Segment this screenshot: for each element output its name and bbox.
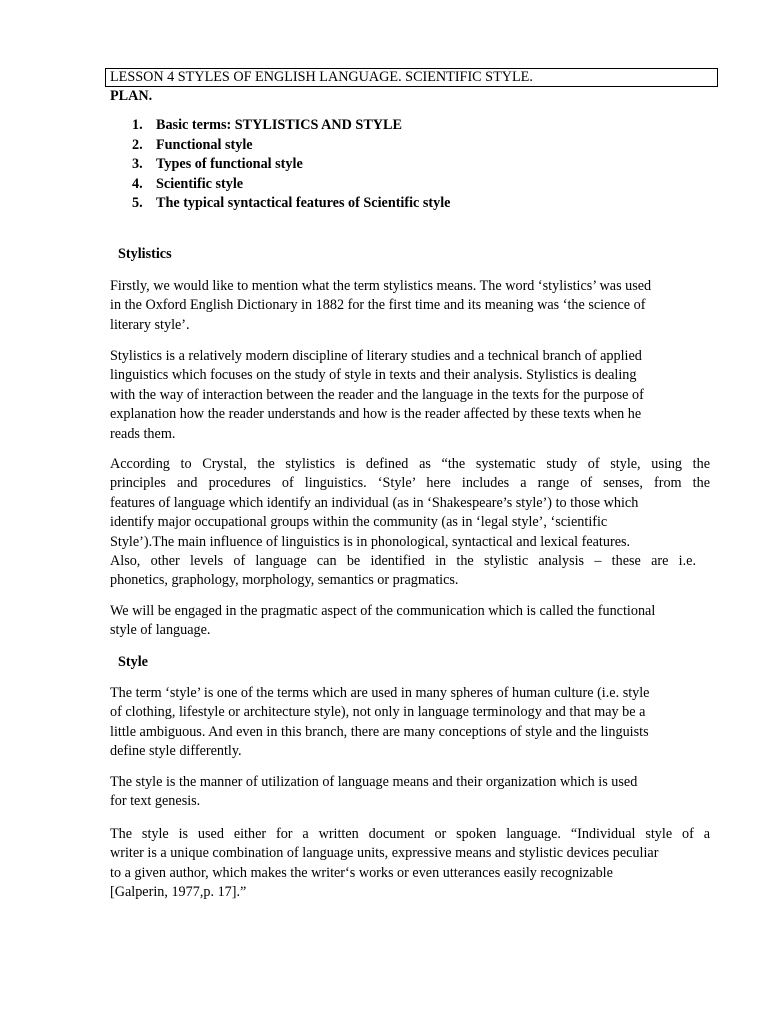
paragraph — [110, 455, 710, 591]
paragraph — [110, 773, 710, 812]
text-line: define style differently. — [110, 743, 242, 760]
text-line: phonetics, graphology, morphology, semantics or pragmatics. — [110, 572, 459, 589]
paragraph — [110, 347, 710, 444]
plan-list — [110, 116, 450, 214]
plan-item-text: Scientific style — [156, 175, 244, 192]
text-line: explanation how the reader understands and how is the reader affected by these texts when he — [110, 406, 642, 423]
text-line: The style is the manner of utilization of language means and their organization which is used — [110, 774, 638, 790]
lesson-title: LESSON 4 STYLES OF ENGLISH LANGUAGE. SCIENTIFIC STYLE. — [105, 68, 718, 87]
paragraph — [110, 684, 710, 762]
text-line: [Galperin, 1977,p. 17].” — [110, 884, 247, 901]
plan-label: PLAN. — [110, 88, 153, 104]
plan-item-number: 5. — [132, 195, 143, 211]
text-line: literary style’. — [110, 316, 190, 333]
section-heading-style: Style — [118, 654, 148, 670]
paragraph — [110, 602, 710, 641]
text-line: Firstly, we would like to mention what the term stylistics means. The word ‘stylistics’ was used — [110, 278, 652, 294]
plan-item-number: 4. — [132, 175, 143, 192]
plan-item — [110, 175, 450, 195]
plan-item — [110, 155, 450, 175]
text-line: According to Crystal, the stylistics is defined as “the systematic study of style, using the — [110, 456, 710, 472]
text-line: We will be engaged in the pragmatic aspect of the communication which is called the functional — [110, 603, 656, 619]
plan-item-text: Functional style — [156, 136, 253, 153]
text-line: linguistics which focuses on the study of style in texts and their analysis. Stylistics is dealing — [110, 367, 637, 384]
text-line: reads them. — [110, 425, 176, 442]
plan-item-text: Types of functional style — [156, 156, 303, 172]
paragraph — [110, 277, 710, 335]
plan-item-text: Basic terms: STYLISTICS AND STYLE — [156, 117, 402, 133]
plan-item — [110, 116, 450, 136]
text-line: principles and procedures of linguistics. ‘Style’ here includes a range of senses, from the — [110, 475, 710, 492]
paragraph — [110, 825, 710, 903]
text-line: The term ‘style’ is one of the terms which are used in many spheres of human culture (i.e. style — [110, 685, 650, 701]
plan-item-number: 3. — [132, 156, 143, 172]
plan-item — [110, 194, 450, 214]
text-line: Style’).The main influence of linguistics is in phonological, syntactical and lexical features. — [110, 533, 631, 550]
text-line: for text genesis. — [110, 793, 201, 810]
text-line: little ambiguous. And even in this branch, there are many conceptions of style and the linguists — [110, 723, 649, 740]
text-line: of clothing, lifestyle or architecture style), not only in language terminology and that may be a — [110, 704, 646, 721]
section-heading-stylistics: Stylistics — [118, 246, 172, 262]
plan-item — [110, 136, 450, 156]
text-line: in the Oxford English Dictionary in 1882 for the first time and its meaning was ‘the science of — [110, 297, 646, 314]
plan-item-text: The typical syntactical features of Scientific style — [156, 195, 451, 211]
text-line: Stylistics is a relatively modern discipline of literary studies and a technical branch of applied — [110, 348, 642, 364]
text-line: features of language which identify an individual (as in ‘Shakespeare’s style’) to those which — [110, 494, 639, 511]
plan-item-number: 1. — [132, 117, 143, 133]
text-line: style of language. — [110, 622, 211, 639]
text-line: Also, other levels of language can be identified in the stylistic analysis – these are i.e. — [110, 553, 696, 570]
text-line: The style is used either for a written document or spoken language. “Individual style of a — [110, 826, 710, 842]
plan-item-number: 2. — [132, 136, 143, 153]
text-line: identify major occupational groups within the community (as in ‘legal style’, ‘scientific — [110, 514, 608, 531]
text-line: with the way of interaction between the reader and the language in the texts for the purpose of — [110, 386, 644, 403]
text-line: writer is a unique combination of language units, expressive means and stylistic devices peculiar — [110, 845, 659, 862]
text-line: to a given author, which makes the writer‘s works or even utterances easily recognizable — [110, 864, 613, 881]
